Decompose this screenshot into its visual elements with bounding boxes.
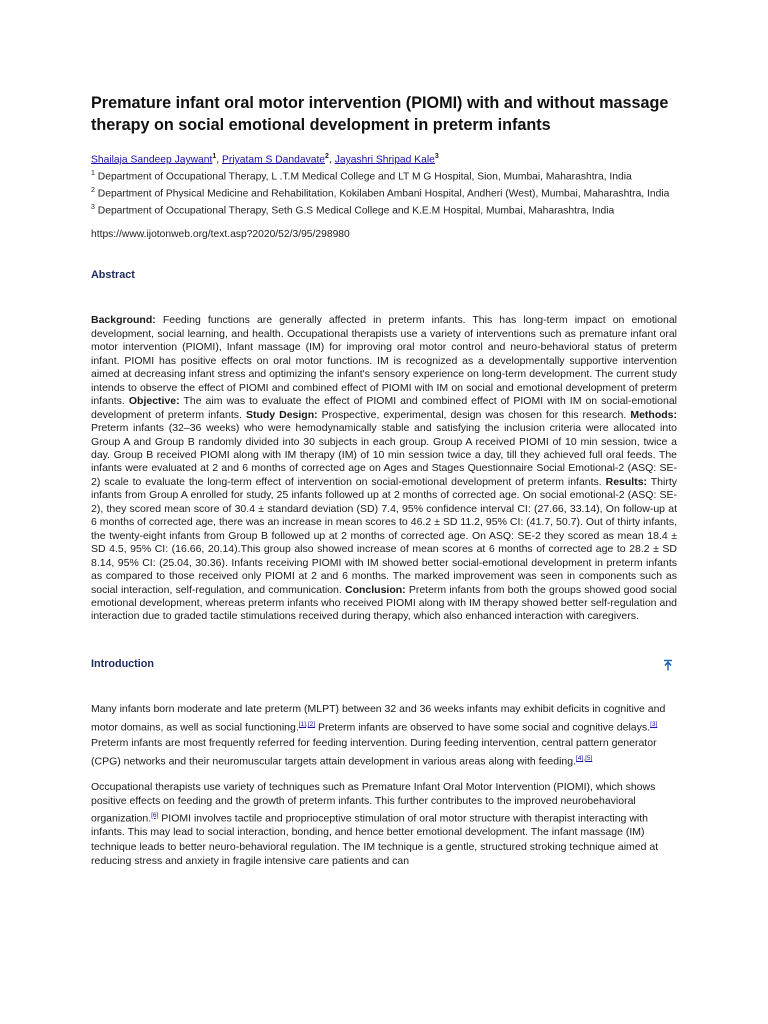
introduction-heading: Introduction [91,657,154,670]
ref-link-2[interactable]: [2] [307,721,316,729]
methods-label: Methods: [630,408,677,421]
objective-label: Objective: [128,395,180,408]
ref-link-6[interactable]: [6] [151,811,159,819]
affiliation-2: $^2$ Department of Physical Medicine and Rehabilitation, Kokilaben Ambani Hospital, Andheri (West), Mumbai, Maharashtra, India [91,187,670,200]
intro-paragraph-2: Occupational therapists use variety of techniques such as Premature Infant Oral Motor Intervention (PIOMI), which shows positive effects on feeding and the growth of preterm infants. This further contributes to the improved neurobehavioral organization.[6] PIOMI involves tactile and proprioceptive stimulation of oral motor structure with therapist interacting with infants. This may lead to social interaction, bonding, and hence better emotional development. The infant massage (IM) technique leads to better neuro-behavioral regulation. The IM technique is a gentle, structured stroking technique aimed at reducing stress and anxiety in fragile intensive care patients and can [91,781,659,868]
ref-link-3[interactable]: [3] [650,721,658,729]
author-link-3[interactable]: Jayashri Shripad Kale [334,154,435,166]
results-text: Thirty infants from Group A enrolled for study, 25 infants followed up at 2 months of corrected age. On social emotional-2 (ASQ: SE-2), they scored mean score of 30.4 ± standard deviation (SD) 7.4, 95% confidence interval CI: (27.66, 33.14), On follow-up at 6 months of corrected age, there was an increase in mean scores to 46.2 ± SD 11.2, 95% CI: (41.7, 50.7). Out of thirty infants, the twenty-eight infants from Group B followed up at 2 months of corrected age. On ASQ: SE-2 they scored as mean 18.4 ± SD 4.5, 95% CI: (16.66, 20.14).This group also showed increase of mean scores at 6 months of corrected age to 28.2 ± SD 8.14, 95% CI: (25.04, 30.36). Infants receiving PIOMI with IM showed better social-emotional development in preterm infants as compared to those received only PIOMI at 2 and 6 months. The marked improvement was seen in components such as social interaction, self-regulation, and communication. [91,475,677,596]
objective-text: The aim was to evaluate the effect of PIOMI and combined effect of PIOMI with IM on social-emotional development of preterm infants. [91,395,677,421]
ref-link-4[interactable]: [4] [576,755,584,763]
conclusion-label: Conclusion: [344,583,406,596]
ref-link-1[interactable]: [1] [298,721,306,729]
arrow-up-icon[interactable] [662,658,674,670]
introduction-row [91,658,677,670]
abstract-body [91,314,677,623]
author-link-2[interactable]: Priyatam S Dandavate [222,154,326,166]
background-text: Feeding functions are generally affected in preterm infants. This has long-term impact on emotional development, social learning, and health. Occupational therapists use a variety of interventions such as premature infant oral motor intervention (PIOMI), Infant massage (IM) for improving oral motor control and neuro-behavioral status of preterm infant. PIOMI has positive effects on oral motor functions. IM is recognized as a developmentally supportive intervention aimed at decreasing infant stress and optimizing the infant's sensory experience on long-term development. The current study intends to observe the effect of PIOMI and combined effect of PIOMI with IM on social and emotional development of preterm infants. [91,314,677,408]
results-label: Results: [605,475,648,488]
methods-text: Preterm infants (32–36 weeks) who were hemodynamically stable and satisfying the inclusion criteria were allocated into Group A and Group B randomly divided into 30 subjects in each group. Group A received PIOMI of 10 min session, twice a day. Group B received PIOMI along with IM therapy (IM) of 10 min session twice a day, till they achieved full oral feeds. The infants were evaluated at 2 and 6 months of corrected age on Ages and Stages Questionnaire Social Emotional-2 (ASQ: SE-2) scale to evaluate the long-term effect of intervention on social-emotional development of preterm infants. [91,422,677,488]
article [91,92,677,868]
abstract-heading: Abstract [91,269,135,282]
affiliation-1: $^1$ Department of Occupational Therapy, L .T.M Medical College and LT M G Hospital, Sion, Mumbai, Maharashtra, India [91,170,632,183]
background-label: Background: [91,314,156,327]
affiliation-3: $^3$ Department of Occupational Therapy, Seth G.S Medical College and K.E.M Hospital, Mumbai, Maharashtra, India [91,204,615,217]
author-sup-2: 2 [325,153,329,160]
ref-link-5[interactable]: [5] [585,755,593,763]
author-sup-1: 1 [212,153,217,160]
design-text: Prospective, experimental, design was chosen for this research. [317,408,631,421]
author-sup-3: 3 [434,153,439,160]
article-title: Premature infant oral motor intervention (PIOMI) with and without massage therapy on social emotional development in preterm infants [91,94,669,134]
design-label: Study Design: [245,408,318,421]
author-link-1[interactable]: Shailaja Sandeep Jaywant [91,154,213,166]
conclusion-text: Preterm infants from both the groups showed good social emotional development, whereas preterm infants who received PIOMI along with IM therapy showed better self-regulation and interaction due to graded tactile stimulations received during therapy, which also enhanced interaction with caregivers. [91,583,677,623]
author-list: Shailaja Sandeep Jaywant$^1$, Priyatam S Dandavate$^2$, Jayashri Shripad Kale$^3$ [91,153,439,166]
intro-paragraph-1: Many infants born moderate and late preterm (MLPT) between 32 and 36 weeks infants may exhibit deficits in cognitive and motor domains, as well as social functioning.[1],[2] Preterm infants are observed to have some social and cognitive delays.[3] Preterm infants are most frequently referred for feeding intervention. During feeding intervention, central pattern generator (CPG) networks and their neuromuscular targets attain development in various areas along with feeding.[4],[5] [91,702,666,768]
article-url: https://www.ijotonweb.org/text.asp?2020/52/3/95/298980 [91,229,350,241]
